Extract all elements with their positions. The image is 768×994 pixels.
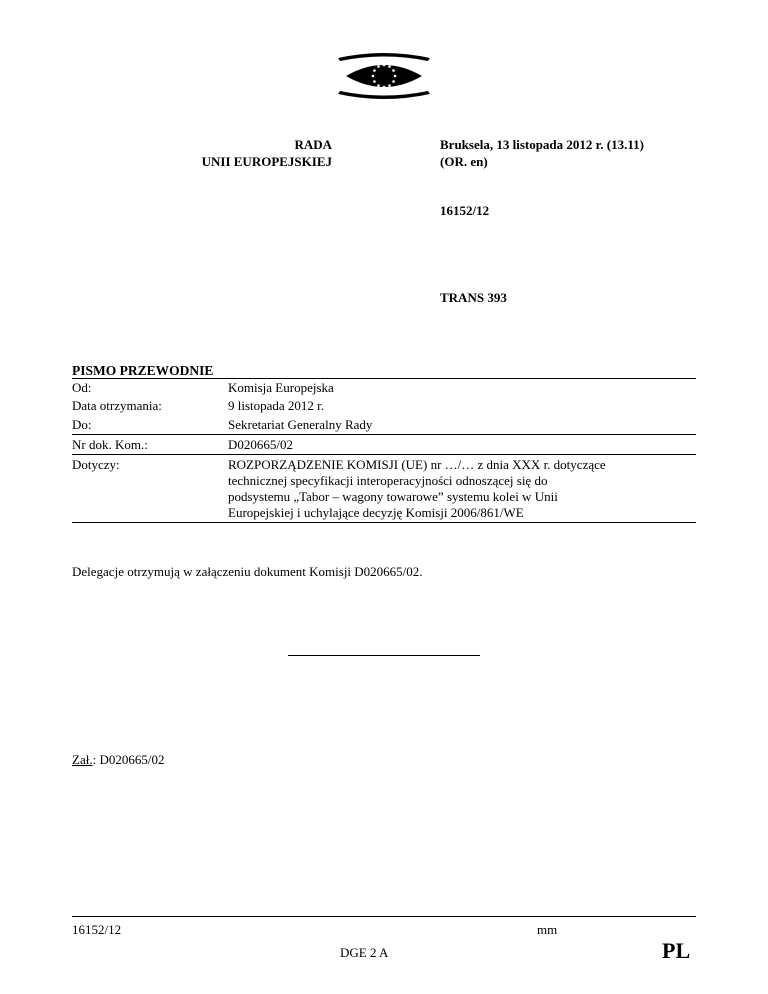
date-block	[440, 136, 644, 170]
subject-line: technicznej specyfikacji interoperacyjności odnoszącej się do	[228, 473, 548, 488]
emblem-star-icon	[388, 65, 391, 68]
row-value-from: Komisja Europejska	[228, 380, 334, 395]
cover-note-title: PISMO PRZEWODNIE	[72, 363, 214, 378]
subject-line: Europejskiej i uchylające decyzję Komisji 2006/861/WE	[228, 505, 524, 520]
council-name	[160, 136, 332, 170]
row-value-received: 9 listopada 2012 r.	[228, 398, 325, 413]
emblem-star-icon	[372, 75, 375, 78]
table-rule-top	[72, 378, 696, 379]
table-rule-bottom	[72, 522, 696, 523]
footer-initials: mm	[537, 922, 558, 937]
row-label-com-doc: Nr dok. Kom.:	[72, 437, 148, 452]
annex-label: Zał.	[72, 752, 93, 767]
council-emblem-icon	[336, 52, 432, 100]
footer-language-code: PL	[662, 938, 691, 963]
subject-line: podsystemu „Tabor – wagony towarowe” systemu kolei w Unii	[228, 489, 558, 504]
row-label-from: Od:	[72, 380, 92, 395]
emblem-star-icon	[388, 84, 391, 87]
row-label-to: Do:	[72, 417, 92, 432]
row-label-subject: Dotyczy:	[72, 457, 120, 472]
file-code: TRANS 393	[440, 290, 507, 305]
council-line-1: RADA	[294, 137, 332, 152]
body-text: Delegacje otrzymują w załączeniu dokument Komisji D020665/02.	[72, 564, 423, 579]
emblem-star-icon	[383, 86, 386, 89]
row-label-received: Data otrzymania:	[72, 398, 162, 413]
separator-line	[288, 655, 480, 656]
row-value-com-doc: D020665/02	[228, 437, 293, 452]
subject-line: ROZPORZĄDZENIE KOMISJI (UE) nr …/… z dnia XXX r. dotyczące	[228, 457, 606, 472]
row-value-subject	[228, 457, 696, 521]
emblem-star-icon	[373, 69, 376, 72]
annex-reference	[72, 752, 164, 768]
date-line: Bruksela, 13 listopada 2012 r. (13.11)	[440, 137, 644, 152]
emblem-star-icon	[383, 64, 386, 67]
emblem-star-icon	[377, 84, 380, 87]
footer-doc-number: 16152/12	[72, 922, 122, 937]
row-value-to: Sekretariat Generalny Rady	[228, 417, 373, 432]
table-rule	[72, 434, 696, 435]
emblem-star-icon	[394, 75, 397, 78]
footer-rule	[72, 916, 696, 917]
emblem-star-icon	[392, 80, 395, 83]
footer-directorate: DGE 2 A	[340, 945, 389, 960]
original-language: (OR. en)	[440, 154, 488, 169]
document-number: 16152/12	[440, 203, 490, 218]
emblem-star-icon	[373, 80, 376, 83]
table-rule	[72, 454, 696, 455]
annex-value: : D020665/02	[92, 752, 165, 767]
emblem-star-icon	[392, 69, 395, 72]
emblem-star-icon	[377, 65, 380, 68]
council-line-2: UNII EUROPEJSKIEJ	[201, 154, 332, 169]
